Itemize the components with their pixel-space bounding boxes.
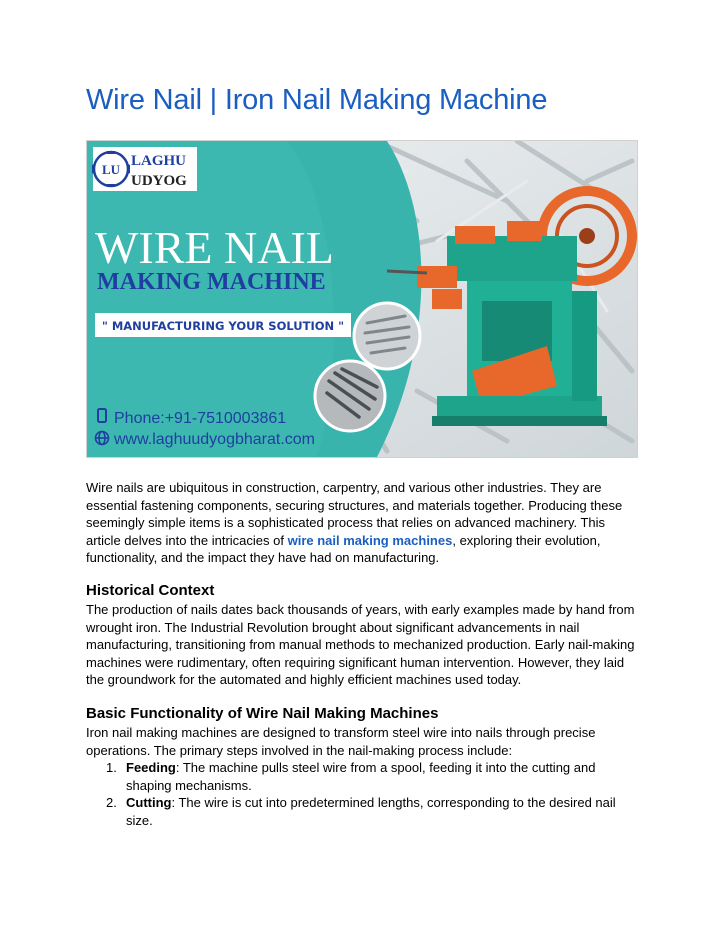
logo-line2: UDYOG: [131, 173, 187, 189]
step-number: 1.: [106, 760, 117, 775]
logo-mark: LU: [101, 162, 121, 177]
intro-text-2: , exploring their evolution, functionality, and the impact they have had on manufacturing.: [86, 532, 601, 566]
list-item: [86, 794, 638, 829]
steps-list: [86, 759, 638, 829]
step-term: Feeding: [126, 760, 176, 775]
basics-heading: Basic Functionality of Wire Nail Making Machines: [86, 705, 439, 722]
banner-image: [86, 140, 638, 458]
banner-website: www.laghuudyogbharat.com: [114, 431, 316, 448]
intro-paragraph: [86, 479, 638, 567]
step-text: : The machine pulls steel wire from a spool, feeding it into the cutting and shaping mechanisms.: [126, 760, 596, 793]
logo-line1: LAGHU: [131, 153, 187, 169]
basics-paragraph: Iron nail making machines are designed to transform steel wire into nails through precise operations. The primary steps involved in the nail-making process include:: [86, 725, 596, 758]
logo: [92, 147, 197, 191]
page-title: Wire Nail | Iron Nail Making Machine: [86, 84, 548, 116]
banner-heading-2: MAKING MACHINE: [97, 269, 326, 295]
banner-phone: Phone:+91-7510003861: [114, 410, 287, 427]
history-paragraph: The production of nails dates back thousands of years, with early examples made by hand from wrought iron. The Industrial Revolution brought about significant advancements in nail manufacturing, transitioning from manual methods to mechanized production. Early nail-making machines were rudimentary, often requiring significant human intervention. However, they laid the groundwork for the automated and highly efficient machines used today.: [86, 602, 635, 688]
wire-nail-machines-link[interactable]: wire nail making machines: [287, 532, 453, 548]
step-text: : The wire is cut into predetermined lengths, corresponding to the desired nail size.: [126, 795, 616, 828]
intro-text-1: Wire nails are ubiquitous in construction, carpentry, and various other industries. They are essential fastening components, securing structures, and materials together. Producing these seemingly simple items is a sophisticated process that relies on advanced machinery. This article delves into the intricacies of: [86, 480, 623, 548]
banner-heading-1: WIRE NAIL: [95, 222, 334, 273]
history-heading: Historical Context: [86, 582, 215, 599]
step-term: Cutting: [126, 795, 172, 811]
list-item: [86, 759, 638, 794]
banner-tagline: " MANUFACTURING YOUR SOLUTION ": [101, 319, 345, 333]
step-number: 2.: [106, 795, 117, 811]
